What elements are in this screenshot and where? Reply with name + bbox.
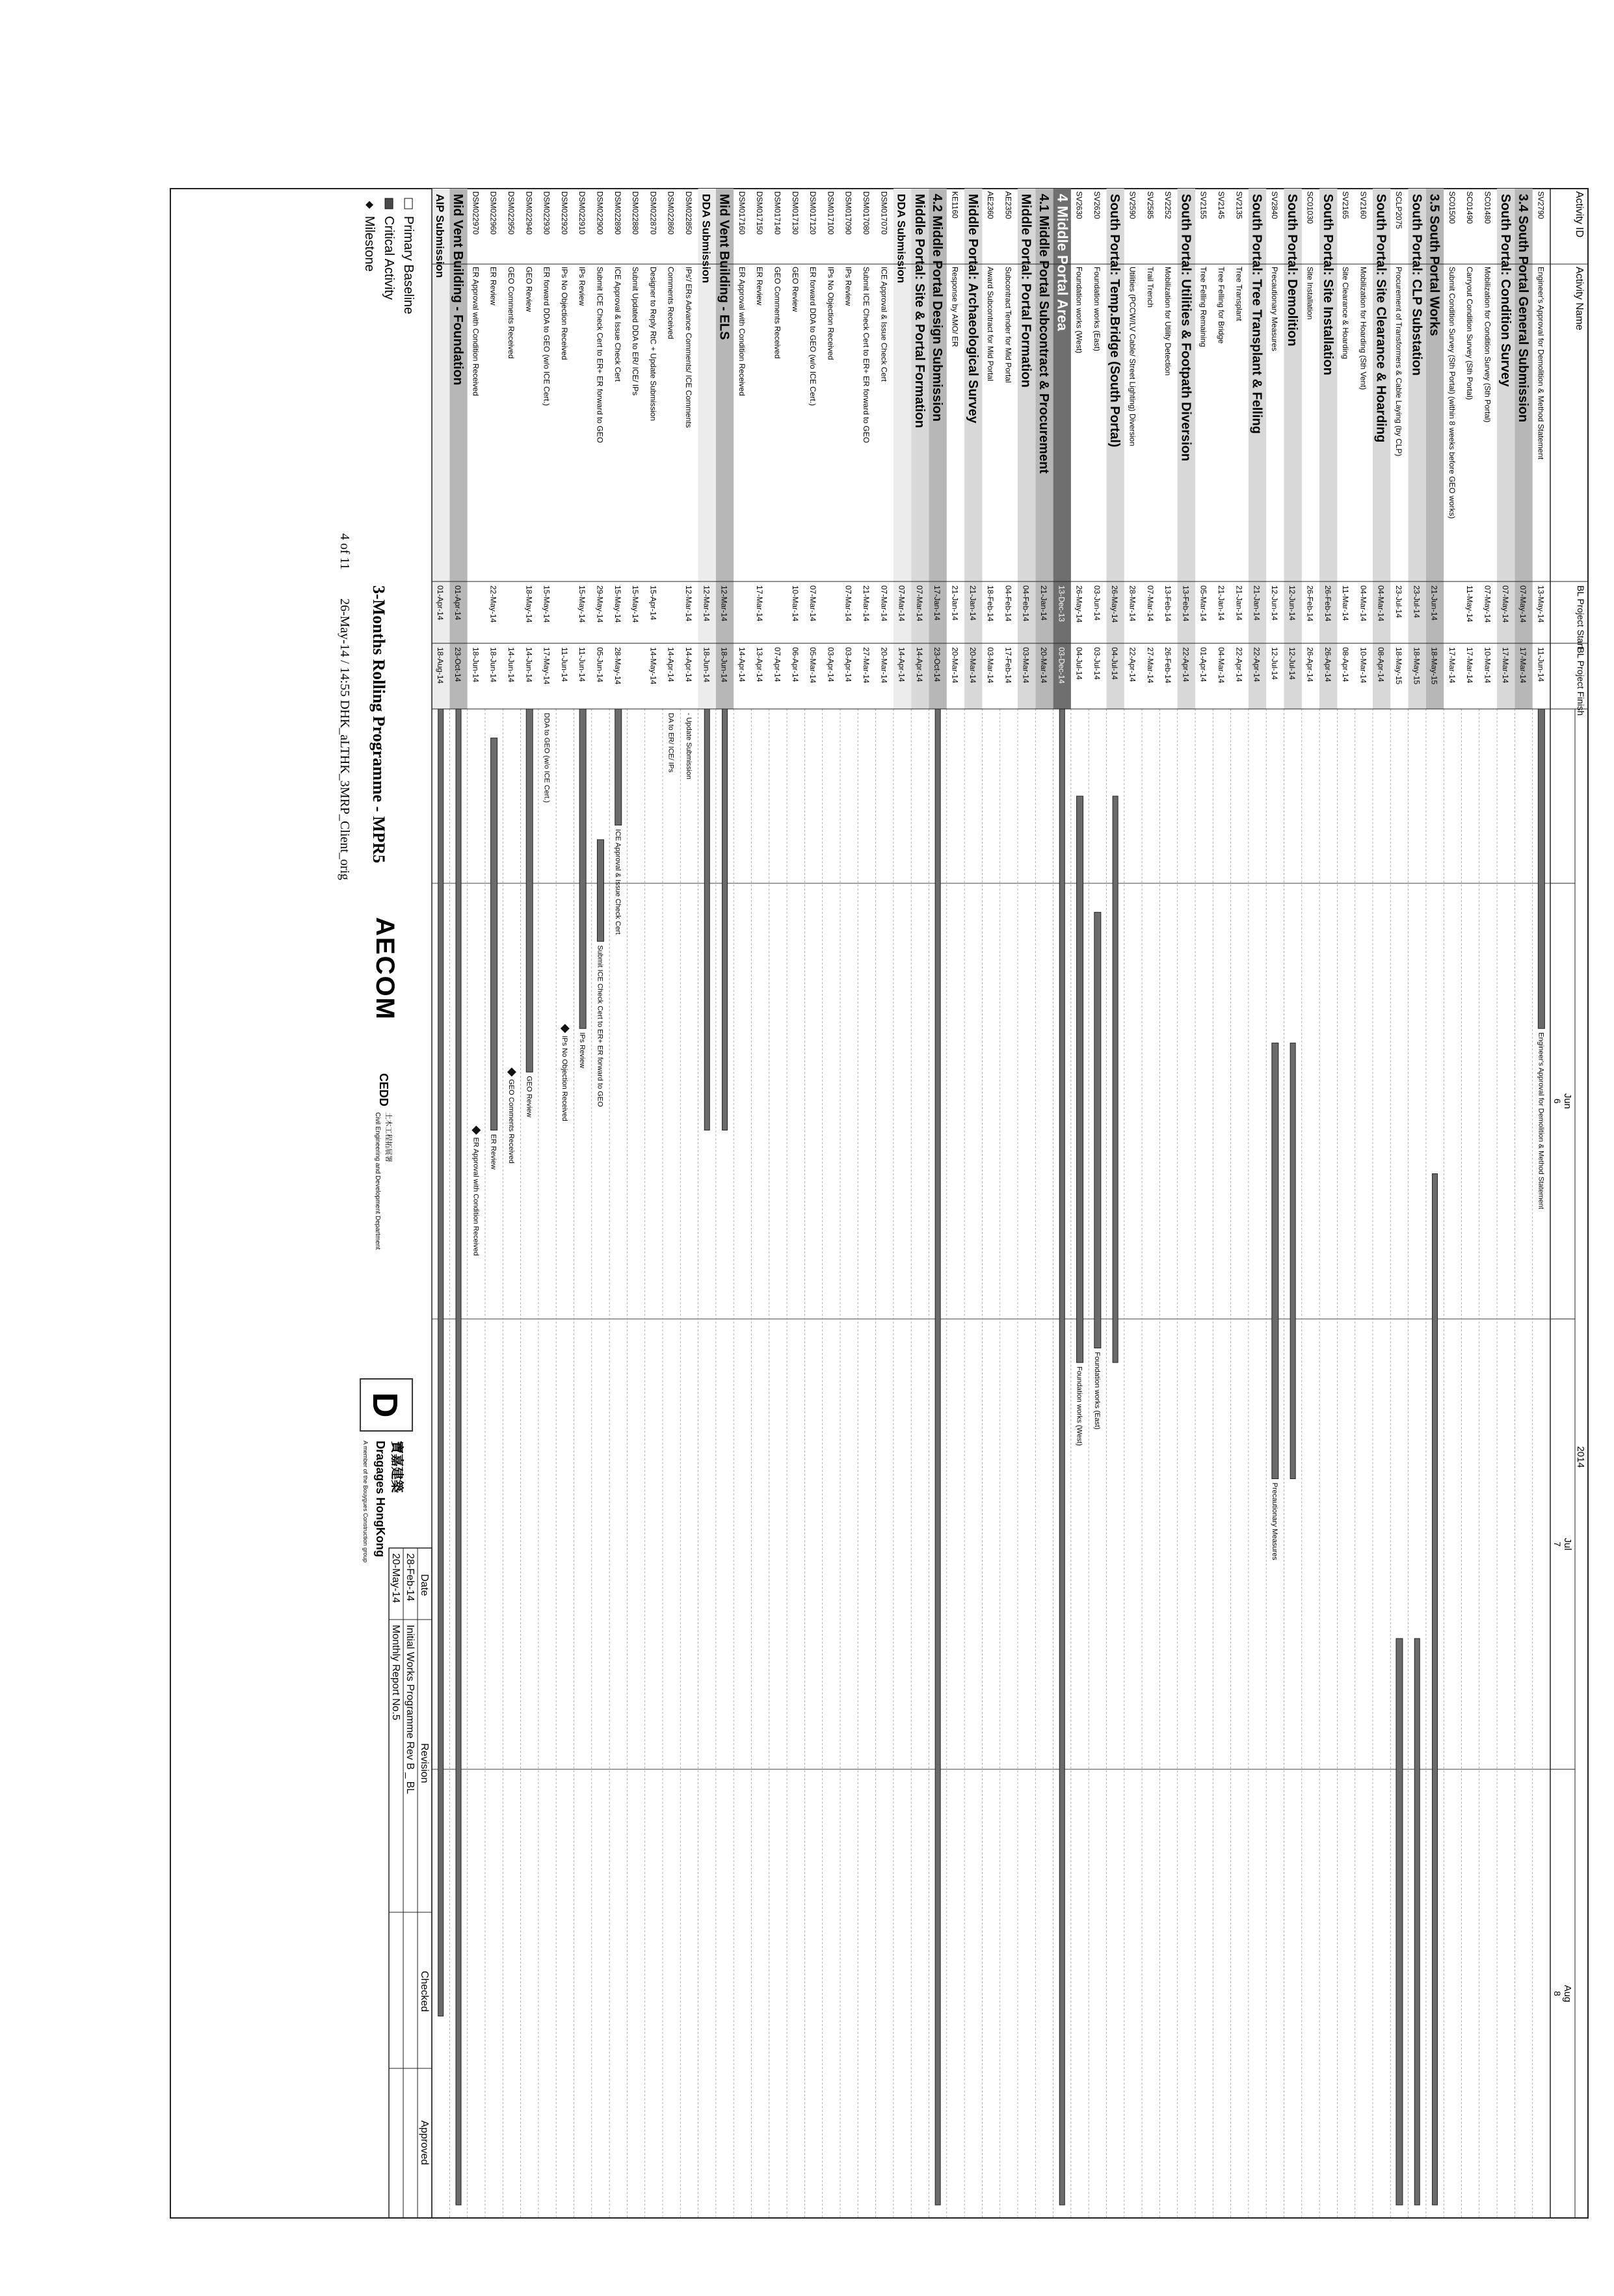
bl-finish: 17-Mar-14 — [1500, 647, 1510, 684]
bl-finish: 14-Apr-14 — [914, 647, 924, 682]
activity-id: SV2630 — [1074, 191, 1084, 219]
activity-id: SV2840 — [1269, 191, 1279, 219]
bl-finish: 22-Apr-14 — [1234, 647, 1244, 682]
activity-bar — [456, 709, 461, 2205]
header-activity-id: Activity ID — [1574, 191, 1585, 238]
bar-label: Engineer's Approval for Demolition & Method Statement — [1537, 1032, 1545, 1210]
bl-finish: 06-Apr-14 — [790, 647, 800, 682]
bl-start: 21-Jun-14 — [1429, 585, 1439, 621]
bl-finish: 10-Mar-14 — [1358, 647, 1368, 684]
bar-label: DA to ER/ ICE/ IPs — [667, 713, 675, 773]
group-name: South Portal: Tree Transplant & Felling — [1249, 194, 1264, 434]
bl-finish: 08-Apr-14 — [1341, 647, 1351, 682]
activity-bar — [597, 840, 603, 941]
group-name: 4 Middle Portal Area — [1054, 194, 1071, 331]
activity-name: ER Approval with Condition Received — [737, 267, 747, 396]
bl-finish: 26-Feb-14 — [1163, 647, 1173, 684]
activity-name: ER Review — [488, 267, 498, 306]
group-name: 4.2 Middle Portal Design Submission — [930, 194, 945, 422]
activity-id: SV2620 — [1092, 191, 1102, 219]
bar-label: Foundation works (West) — [1075, 1366, 1083, 1446]
bl-finish: 10-Mar-14 — [1483, 647, 1492, 684]
bl-finish: 20-Mar-14 — [950, 647, 960, 684]
activity-id: SV2145 — [1216, 191, 1226, 219]
activity-id: SV2155 — [1198, 191, 1208, 219]
activity-bar — [722, 709, 728, 1130]
activity-id: SC01500 — [1447, 191, 1457, 224]
activity-bar — [1113, 796, 1118, 1363]
bl-start: 04-Mar-14 — [1376, 585, 1386, 622]
bl-finish: 18-Jun-14 — [719, 647, 729, 683]
activity-name: Engineer's Approval for Demolition & Method Statement — [1536, 267, 1546, 460]
bl-finish: 20-Mar-14 — [968, 647, 977, 684]
cedd-name-zh: 土木工程拓展署 — [384, 1112, 393, 1162]
activity-id: DSM022910 — [577, 191, 587, 235]
bl-finish: 14-May-14 — [648, 647, 658, 685]
dragages-sub: A member of the Bouygues Construction group — [362, 1441, 369, 1563]
bl-start: 17-Jan-14 — [933, 585, 942, 621]
activity-name: GEO Review — [790, 267, 800, 312]
activity-id: DSM017070 — [879, 191, 889, 235]
bl-start: 12-Mar-14 — [702, 585, 711, 622]
activity-id: SV2590 — [1128, 191, 1137, 219]
activity-id: DSM022940 — [524, 191, 534, 235]
bl-finish: 26-Apr-14 — [1305, 647, 1315, 682]
bl-finish: 11-Jun-14 — [1536, 647, 1546, 682]
bl-start: 15-May-14 — [613, 585, 622, 623]
activity-name: Site Clearance & Hoarding — [1341, 267, 1351, 360]
bl-finish: 14-Apr-14 — [897, 647, 906, 682]
month-number: 6 — [1552, 1099, 1563, 1104]
activity-id: SC01490 — [1465, 191, 1475, 224]
bl-finish: 17-May-14 — [542, 647, 551, 685]
bar-label: IPs No Objection Received — [560, 1035, 568, 1121]
bl-finish: 23-Oct-14 — [933, 647, 942, 682]
bl-start: 07-Mar-14 — [914, 585, 924, 622]
bl-finish: 03-Mar-14 — [986, 647, 996, 684]
activity-name: GEO Comments Received — [773, 267, 782, 359]
month-number: 7 — [1552, 1542, 1563, 1547]
bl-finish: 14-Apr-14 — [666, 647, 676, 682]
activity-name: Carryout Condition Survey (Sth Portal) — [1465, 267, 1475, 400]
bl-start: 21-Jan-14 — [968, 585, 977, 621]
activity-name: Submit Condition Survey (Sth Portal) (within 8 weeks before GEO works) — [1447, 267, 1457, 519]
activity-name: Precautionary Measures — [1269, 267, 1279, 352]
activity-name: Submit ICE Check Cert to ER+ ER forward to GEO — [861, 267, 871, 444]
bl-start: 28-Mar-14 — [1128, 585, 1137, 622]
bl-finish: 20-Mar-14 — [1039, 647, 1048, 684]
activity-name: GEO Comments Received — [506, 267, 516, 359]
activity-id: DSM022950 — [506, 191, 516, 235]
activity-name: Designer to Reply RtC + Update Submission — [648, 267, 658, 421]
bl-finish: 14-Apr-14 — [683, 647, 693, 682]
bl-finish: 04-Mar-14 — [1216, 647, 1226, 684]
bl-start: 26-Feb-14 — [1323, 585, 1332, 622]
bl-start: 13-Feb-14 — [1163, 585, 1173, 622]
bl-finish: 28-May-14 — [613, 647, 622, 685]
activity-name: Submit ICE Check Cert to ER+ ER forward to GEO — [595, 267, 605, 444]
bl-finish: 08-Apr-14 — [1376, 647, 1386, 682]
bl-start: 23-Jul-14 — [1412, 585, 1422, 619]
bl-finish: 11-Jun-14 — [577, 647, 587, 682]
revision-date: 20-May-14 — [390, 1553, 402, 1603]
milestone-diamond — [471, 1126, 481, 1135]
activity-id: DSM022870 — [648, 191, 658, 235]
bl-finish: 03-Jul-14 — [1092, 647, 1102, 680]
group-name: 3.5 South Portal Works — [1427, 194, 1442, 336]
activity-name: IPs'/ ERs Advance Comments/ ICE Comments — [683, 267, 693, 428]
bl-finish: 04-Jul-14 — [1074, 647, 1084, 680]
activity-name: Submit Updated DDA to ER/ ICE/ IPs — [631, 267, 641, 396]
bl-finish: 14-Jun-14 — [506, 647, 516, 683]
revision-text: Initial Works Programme Rev B _ BL — [404, 1625, 416, 1795]
bl-start: 04-Feb-14 — [1003, 585, 1013, 622]
bl-start: 07-Mar-14 — [843, 585, 853, 622]
group-name: Mid Vent Building - ELS — [717, 194, 732, 340]
bl-start: 11-May-14 — [1465, 585, 1475, 622]
activity-id: DSM022960 — [488, 191, 498, 235]
bl-start: 11-Mar-14 — [1341, 585, 1351, 621]
bar-label: IPs Review — [578, 1032, 587, 1069]
activity-name: Subcontract Tender for Mid Portal — [1003, 267, 1013, 383]
group-name: 3.4 South Portal General Submission — [1516, 194, 1531, 423]
bl-finish: 22-Apr-14 — [1252, 647, 1262, 682]
group-name: South Portal: Condition Survey — [1498, 194, 1513, 387]
bl-start: 07-May-14 — [1483, 585, 1492, 623]
bl-finish: 26-Apr-14 — [1323, 647, 1332, 682]
revision-date: 28-Feb-14 — [404, 1553, 416, 1601]
bl-finish: 22-Apr-14 — [1128, 647, 1137, 682]
activity-bar — [1272, 1043, 1278, 1479]
activity-name: Mobilization for Utility Detection — [1163, 267, 1173, 376]
activity-bar — [438, 709, 443, 2016]
bl-start: 23-Jul-14 — [1394, 585, 1403, 619]
header-bl-finish: BL Project Finish — [1576, 647, 1586, 716]
page-number: 4 of 11 — [337, 533, 352, 570]
activity-bar — [1290, 1043, 1295, 1479]
bar-label: ER Review — [489, 1134, 497, 1169]
bl-start: 21-Jan-14 — [1234, 585, 1244, 621]
bl-start: 21-Jan-14 — [1039, 585, 1048, 621]
activity-id: DSM017120 — [808, 191, 818, 235]
group-name: Mid Vent Building - Foundation — [451, 194, 466, 386]
activity-id: DSM022860 — [666, 191, 676, 235]
month-label: Jul — [1562, 1538, 1573, 1551]
dragages-name: Dragages HongKong — [374, 1441, 388, 1558]
bl-start: 26-May-14 — [1074, 585, 1084, 623]
bl-start: 12-Jun-14 — [1288, 585, 1297, 621]
bl-start: 10-Mar-14 — [790, 585, 800, 622]
activity-bar — [579, 709, 586, 1028]
bl-start: 18-Feb-14 — [986, 585, 996, 622]
group-name: Middle Portal: Portal Formation — [1018, 194, 1033, 388]
activity-name: ER forward DDA to GEO (w/o ICE Cert.) — [808, 267, 818, 407]
bl-finish: 12-Jul-14 — [1288, 647, 1297, 680]
group-name: DDA Submission — [700, 194, 713, 284]
bl-start: 07-Mar-14 — [1145, 585, 1155, 622]
activity-name: IPs Review — [577, 267, 587, 306]
activity-id: KE1160 — [950, 191, 960, 219]
bar-label: GEO Comments Received — [507, 1079, 515, 1164]
group-name: South Portal: CLP Substation — [1409, 194, 1424, 376]
bar-label: GEO Review — [525, 1076, 533, 1117]
activity-id: DSM022900 — [595, 191, 605, 235]
group-name: South Portal: Site Clearance & Hoarding — [1373, 194, 1388, 443]
bl-finish: 17-Mar-14 — [1465, 647, 1475, 684]
activity-name: ER forward DDA to GEO (w/o ICE Cert.) — [542, 267, 551, 407]
month-label: Aug — [1562, 1984, 1573, 2003]
activity-id: DSM017160 — [737, 191, 747, 235]
activity-name: Tree Felling Remaining — [1198, 267, 1208, 347]
gantt-chart — [118, 169, 1614, 2296]
bl-finish: 18-May-15 — [1394, 647, 1403, 685]
activity-id: DSM022850 — [683, 191, 693, 235]
activity-id: SV2165 — [1341, 191, 1351, 219]
month-label: Jun — [1562, 1093, 1573, 1110]
group-name: South Portal: Temp.Bridge (South Portal) — [1107, 194, 1122, 447]
bl-finish: 27-Mar-14 — [861, 647, 871, 684]
activity-id: SV2135 — [1234, 191, 1244, 219]
dragages-logo-mark: D — [365, 1392, 405, 1418]
bl-finish: 22-Apr-14 — [1181, 647, 1191, 682]
bl-finish: 05-Mar-14 — [808, 647, 818, 684]
bl-finish: 17-Feb-14 — [1003, 647, 1013, 684]
milestone-diamond — [507, 1067, 516, 1076]
print-timestamp: 26-May-14 / 14:55 DHK_aLTHK_3MRP_Client_orig — [337, 598, 352, 881]
activity-bar — [1396, 1638, 1403, 2205]
bl-start: 12-Jun-14 — [1269, 585, 1279, 621]
bl-start: 05-Mar-14 — [1198, 585, 1208, 622]
bl-start: 21-Jan-14 — [1252, 585, 1262, 621]
bl-start: 04-Feb-14 — [1021, 585, 1031, 622]
header-bl-start: BL Project Start — [1576, 585, 1586, 649]
bl-finish: 11-Jun-14 — [559, 647, 569, 682]
bl-finish: 03-Mar-14 — [1021, 647, 1031, 684]
activity-id: DSM017100 — [826, 191, 836, 235]
bl-finish: 27-Mar-14 — [1145, 647, 1155, 684]
legend-baseline-swatch — [404, 198, 412, 209]
activity-id: DSM017090 — [843, 191, 853, 235]
activity-id: DSM017130 — [790, 191, 800, 235]
activity-name: IPs No Objection Received — [826, 267, 836, 360]
bl-start: 17-Mar-14 — [755, 585, 765, 622]
bl-start: 15-May-14 — [577, 585, 587, 623]
bl-start: 07-Mar-14 — [879, 585, 889, 622]
bl-finish: 03-Apr-14 — [843, 647, 853, 682]
bl-finish: 18-Jun-14 — [488, 647, 498, 683]
legend-milestone: Milestone — [362, 216, 377, 272]
activity-name: Response by AMO/ ER — [950, 267, 960, 347]
milestone-diamond — [561, 1024, 570, 1033]
activity-bar — [704, 709, 709, 1130]
activity-id: SV2585 — [1145, 191, 1155, 219]
bl-finish: 12-Jul-14 — [1269, 647, 1279, 680]
bl-start: 26-Feb-14 — [1305, 585, 1315, 622]
header-activity-name: Activity Name — [1574, 267, 1585, 330]
bl-start: 04-Mar-14 — [1358, 585, 1368, 622]
bl-start: 01-Apr-14 — [435, 585, 445, 621]
activity-id: DSM017140 — [773, 191, 782, 235]
bl-start: 13-May-14 — [1536, 585, 1546, 623]
activity-bar — [615, 709, 622, 825]
group-name: Middle Portal: Site & Portal Formation — [912, 194, 927, 429]
bl-start: 22-May-14 — [488, 585, 498, 623]
bl-start: 07-Mar-14 — [897, 585, 906, 622]
bl-finish: 13-Apr-14 — [755, 647, 765, 682]
activity-id: AE2360 — [986, 191, 996, 219]
activity-bar — [1414, 1638, 1420, 2205]
title-block-date-header: Date — [419, 1574, 430, 1596]
bar-label: DDA to GEO (w/o ICE Cert.) — [542, 713, 551, 803]
bl-start: 15-May-14 — [542, 585, 551, 623]
bl-start: 13-Feb-14 — [1181, 585, 1191, 622]
bl-finish: 05-Jun-14 — [595, 647, 605, 683]
bl-start: 21-Mar-14 — [861, 585, 871, 622]
bl-finish: 14-Apr-14 — [737, 647, 747, 682]
activity-name: IPs Review — [843, 267, 853, 306]
bl-finish: 03-Apr-14 — [826, 647, 836, 682]
bl-start: 07-May-14 — [1500, 585, 1510, 623]
activity-name: Utilities (PCCW/LV Cable/ Street Lighting) Diversion — [1128, 267, 1137, 446]
bl-finish: 20-Mar-14 — [879, 647, 889, 684]
legend-milestone-diamond — [365, 201, 373, 209]
bl-start: 07-May-14 — [1518, 585, 1528, 623]
programme-title: 3-Months Rolling Programme - MPR5 — [369, 585, 389, 864]
title-block-approved-header: Approved — [419, 2120, 430, 2165]
bar-label: ER Approval with Condition Received — [471, 1137, 480, 1256]
activity-id: SV2160 — [1358, 191, 1368, 219]
activity-name: Mobilization for Hoarding (Sth Vent) — [1358, 267, 1368, 390]
activity-bar — [526, 709, 533, 1072]
bl-start: 15-May-14 — [631, 585, 641, 623]
timescale-year: 2014 — [1575, 1446, 1586, 1468]
revision-text: Monthly Report No.5 — [390, 1625, 402, 1720]
activity-name: Tree Felling for Bridge — [1216, 267, 1226, 344]
activity-name: Site Installation — [1305, 267, 1315, 320]
activity-bar — [1433, 1174, 1438, 2205]
bl-start: 21-Jan-14 — [1216, 585, 1226, 621]
activity-id: AE2350 — [1003, 191, 1013, 219]
group-name: South Portal: Utilities & Footpath Diversion — [1178, 194, 1193, 462]
bar-label: Foundation works (East) — [1092, 1352, 1101, 1430]
activity-name: Comments Received — [666, 267, 676, 340]
group-name: 4.1 Middle Portal Subcontract & Procurement — [1036, 194, 1051, 474]
bl-finish: 17-Mar-14 — [1518, 647, 1528, 684]
activity-name: Foundation works (East) — [1092, 267, 1102, 352]
bl-finish: 18-Aug-14 — [435, 647, 445, 684]
bl-finish: 18-Jun-14 — [471, 647, 481, 683]
programme-sheet — [118, 169, 1614, 2296]
bl-finish: 01-Apr-14 — [1198, 647, 1208, 682]
cedd-name-en: Civil Engineering and Development Department — [374, 1112, 382, 1250]
activity-id: DSM022970 — [471, 191, 481, 235]
activity-name: GEO Review — [524, 267, 534, 312]
bl-start: 03-Jun-14 — [1092, 585, 1102, 621]
activity-id: DSM022880 — [631, 191, 641, 235]
month-number: 8 — [1552, 1991, 1563, 1996]
bl-finish: 18-May-15 — [1412, 647, 1422, 685]
activity-name: ICE Approval & Issue Check Cert — [879, 267, 889, 382]
bl-start: 21-Jan-14 — [950, 585, 960, 621]
activity-name: ER Approval with Condition Received — [471, 267, 481, 396]
bar-label: Precautionary Measures — [1270, 1482, 1278, 1560]
bl-finish: 04-Jul-14 — [1110, 647, 1120, 680]
bl-finish: 18-May-15 — [1429, 647, 1439, 685]
bl-finish: 23-Oct-14 — [453, 647, 463, 682]
bl-finish: 07-Apr-14 — [773, 647, 782, 682]
activity-id: DSM022890 — [613, 191, 622, 235]
activity-name: Procurement of Transformers & Cable Laying (by CLP) — [1394, 267, 1403, 457]
group-name: Middle Portal: Archaeological Survey — [965, 194, 980, 423]
activity-bar — [1094, 913, 1101, 1348]
legend-critical-swatch — [385, 198, 393, 209]
activity-name: ICE Approval & Issue Check Cert — [613, 267, 622, 382]
cedd-logo: CEDD — [377, 1073, 391, 1107]
bl-start: 13-Dec-13 — [1057, 585, 1066, 622]
group-name: South Portal: Site Installation — [1320, 194, 1335, 375]
activity-id: SC01480 — [1483, 191, 1492, 224]
bar-label: ICE Approval & Issue Check Cert — [613, 829, 622, 935]
activity-id: SCLP2075 — [1394, 191, 1403, 230]
activity-id: SC01030 — [1305, 191, 1315, 224]
activity-name: Award Subcontract for Mid Portal — [986, 267, 996, 381]
activity-name: Trail Trench — [1145, 267, 1155, 308]
bl-start: 12-Mar-14 — [719, 585, 729, 622]
activity-bar — [1077, 796, 1083, 1363]
activity-name: IPs No Objection Received — [559, 267, 569, 360]
bl-finish: 03-Dec-14 — [1057, 647, 1066, 684]
activity-id: DSM017080 — [861, 191, 871, 235]
title-block-checked-header: Checked — [419, 1971, 430, 2012]
activity-bar — [491, 738, 497, 1130]
bl-finish: 14-Jun-14 — [524, 647, 534, 683]
activity-bar — [1538, 709, 1544, 1028]
activity-id: SV2252 — [1163, 191, 1173, 219]
activity-name: Mobilization for Condition Survey (Sth Portal) — [1483, 267, 1492, 423]
activity-bar — [935, 709, 940, 2205]
bl-start: 01-Apr-14 — [453, 585, 463, 621]
bl-start: 15-Apr-14 — [648, 585, 658, 621]
bl-start: 29-May-14 — [595, 585, 605, 623]
group-name: South Portal: Demolition — [1285, 194, 1300, 347]
activity-name: Tree Transplant — [1234, 267, 1244, 321]
bar-label: Submit ICE Check Cert to ER+ ER forward to GEO — [596, 945, 604, 1107]
aecom-logo: AECOM — [371, 917, 400, 1021]
activity-id: DSM022930 — [542, 191, 551, 235]
bl-start: 26-May-14 — [1110, 585, 1120, 623]
activity-name: ER Review — [755, 267, 765, 306]
activity-id: DSM017150 — [755, 191, 765, 235]
title-block-revision-header: Revision — [419, 1743, 430, 1783]
activity-id: SV2790 — [1536, 191, 1546, 219]
activity-name: Foundation works (West) — [1074, 267, 1084, 354]
activity-bar — [1059, 709, 1065, 2205]
bl-start: 18-May-14 — [524, 585, 534, 623]
activity-id: DSM022920 — [559, 191, 569, 235]
legend-primary-baseline: Primary Baseline — [401, 216, 416, 315]
bl-start: 12-Mar-14 — [683, 585, 693, 622]
bl-finish: 18-Jun-14 — [702, 647, 711, 683]
bar-label: - Update Submission — [684, 713, 693, 780]
bl-finish: 17-Mar-14 — [1447, 647, 1457, 684]
group-name: DDA Submission — [895, 194, 908, 284]
dragages-name-zh: 寶嘉建築 — [390, 1441, 404, 1493]
bl-start: 07-Mar-14 — [808, 585, 818, 622]
group-name: AIP Submission — [433, 194, 446, 278]
legend-critical-activity: Critical Activity — [382, 216, 397, 300]
